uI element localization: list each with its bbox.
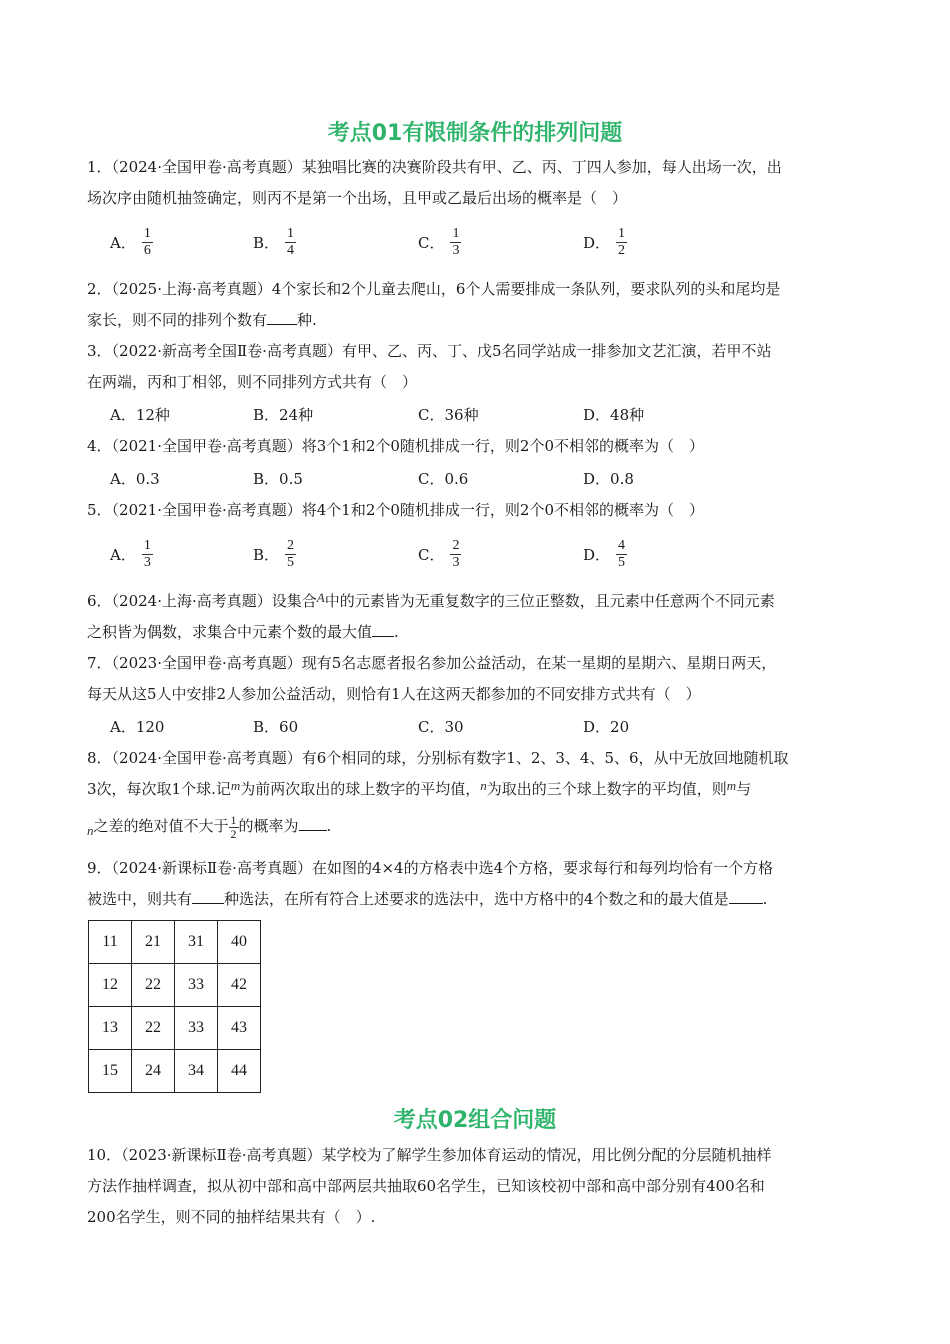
answer-blank[interactable]: [372, 622, 394, 637]
option-a[interactable]: A． $\frac{1}{3}$: [110, 537, 151, 570]
option-a[interactable]: A．120: [110, 717, 165, 736]
question-2-line-2: 家长，则不同的排列个数有 种.: [87, 311, 317, 329]
option-b[interactable]: B． $\frac{1}{4}$: [253, 225, 295, 258]
option-b[interactable]: B．0.5: [253, 469, 303, 488]
question-3-line-1: 3．（2022·新高考全国Ⅱ卷·高考真题）有甲、乙、丙、丁、戊5名同学站成一排参加文艺汇演，若甲不站: [87, 342, 772, 360]
question-6-line-2: 之积皆为偶数，求集合中元素个数的最大值 .: [87, 623, 399, 641]
grid-cell: 40: [218, 921, 261, 964]
grid-cell: 42: [218, 964, 261, 1007]
grid-row: [89, 964, 261, 1007]
question-7-line-2: 每天从这5人中安排2人参加公益活动，则恰有1人在这两天都参加的不同安排方式共有（ ）: [87, 685, 701, 703]
option-c[interactable]: C．30: [418, 717, 464, 736]
grid-cell: 11: [89, 921, 132, 964]
fraction: $\frac{1}{3}$: [452, 225, 460, 258]
question-7-options: [110, 706, 810, 746]
grid-cell: 13: [89, 1007, 132, 1050]
option-c[interactable]: C． $\frac{1}{3}$: [418, 225, 460, 258]
grid-cell: 34: [175, 1050, 218, 1093]
option-a[interactable]: A． $\frac{1}{6}$: [110, 225, 151, 258]
option-b[interactable]: B．60: [253, 717, 299, 736]
question-9-line-1: 9．（2024·新课标Ⅱ卷·高考真题）在如图的4×4的方格表中选4个方格，要求每行和每列均恰有一个方格: [87, 859, 774, 877]
grid-row: [89, 1050, 261, 1093]
fraction: $\frac{1}{6}$: [143, 225, 151, 258]
question-1-line-1: 1．（2024·全国甲卷·高考真题）某独唱比赛的决赛阶段共有甲、乙、丙、丁四人参加，每人出场一次，出: [87, 158, 782, 176]
grid-cell: 15: [89, 1050, 132, 1093]
fraction: $\frac{4}{5}$: [618, 537, 626, 570]
option-b[interactable]: B． $\frac{2}{5}$: [253, 537, 295, 570]
grid-cell: 33: [175, 1007, 218, 1050]
option-a[interactable]: A．12种: [110, 405, 170, 424]
option-a[interactable]: A．0.3: [110, 469, 160, 488]
variable-n: n: [87, 823, 94, 838]
question-6-line-1: 6．（2024·上海·高考真题）设集合A中的元素皆为无重复数字的三位正整数，且元素中任意两个不同元素: [87, 590, 775, 610]
question-8-line-1: 8．（2024·全国甲卷·高考真题）有6个相同的球，分别标有数字1、2、3、4、5、6，从中无放回地随机取: [87, 749, 789, 767]
question-5-line-1: 5．（2021·全国甲卷·高考真题）将4个1和2个0随机排成一行，则2个0不相邻的概率为（ ）: [87, 501, 705, 519]
grid-cell: 33: [175, 964, 218, 1007]
fraction: $\frac{1}{4}$: [287, 225, 295, 258]
grid-cell: 43: [218, 1007, 261, 1050]
question-2-line-1: 2．（2025·上海·高考真题）4个家长和2个儿童去爬山，6个人需要排成一条队列，要求队列的头和尾均是: [87, 280, 781, 298]
question-8-line-3: n之差的绝对值不大于 $\frac{1}{2}$ 的概率为 .: [87, 812, 332, 841]
question-8-line-2: 3次，每次取1个球.记m为前两次取出的球上数字的平均值，n为取出的三个球上数字的平均值，则m与: [87, 778, 752, 798]
fraction: $\frac{2}{5}$: [287, 537, 295, 570]
question-3-options: [110, 394, 810, 434]
grid-row: [89, 921, 261, 964]
option-c[interactable]: C．0.6: [418, 469, 469, 488]
question-10-line-1: 10．（2023·新课标Ⅱ卷·高考真题）某学校为了解学生参加体育运动的情况，用比例分配的分层随机抽样: [87, 1146, 772, 1164]
question-9-line-2: 被选中，则共有 种选法，在所有符合上述要求的选法中，选中方格中的4个数之和的最大值是 .: [87, 890, 768, 908]
option-c[interactable]: C．36种: [418, 405, 479, 424]
variable-m: m: [230, 778, 241, 793]
grid-cell: 24: [132, 1050, 175, 1093]
option-b[interactable]: B．24种: [253, 405, 314, 424]
grid-row: [89, 1007, 261, 1050]
grid-cell: 12: [89, 964, 132, 1007]
answer-blank[interactable]: [192, 889, 224, 904]
grid-cell: 31: [175, 921, 218, 964]
section-title-2: 考点02组合问题: [393, 1108, 557, 1133]
grid-cell: 22: [132, 1007, 175, 1050]
option-d[interactable]: D．0.8: [583, 469, 634, 488]
question-1-options: [110, 222, 810, 262]
question-4-options: [110, 458, 810, 498]
question-5-options: [110, 534, 810, 574]
question-10-line-2: 方法作抽样调查，拟从初中部和高中部两层共抽取60名学生，已知该校初中部和高中部分别有400名和: [87, 1177, 765, 1195]
variable-n: n: [480, 778, 487, 793]
section-title-1: 考点01有限制条件的排列问题: [327, 121, 623, 146]
answer-blank[interactable]: [267, 310, 297, 325]
variable-a: A: [316, 590, 325, 605]
answer-blank[interactable]: [299, 816, 327, 831]
option-d[interactable]: D． $\frac{4}{5}$: [583, 537, 626, 570]
option-d[interactable]: D．20: [583, 717, 630, 736]
fraction: $\frac{1}{3}$: [143, 537, 151, 570]
fraction: $\frac{2}{3}$: [452, 537, 460, 570]
option-c[interactable]: C． $\frac{2}{3}$: [418, 537, 460, 570]
question-4-line-1: 4．（2021·全国甲卷·高考真题）将3个1和2个0随机排成一行，则2个0不相邻的概率为（ ）: [87, 437, 705, 455]
grid-cell: 22: [132, 964, 175, 1007]
variable-m: m: [726, 778, 737, 793]
question-10-line-3: 200名学生，则不同的抽样结果共有（ ）.: [87, 1208, 376, 1226]
question-7-line-1: 7．（2023·全国甲卷·高考真题）现有5名志愿者报名参加公益活动，在某一星期的星期六、星期日两天，: [87, 654, 777, 672]
question-1-line-2: 场次序由随机抽签确定，则丙不是第一个出场，且甲或乙最后出场的概率是（ ）: [87, 189, 628, 207]
answer-blank[interactable]: [729, 889, 763, 904]
question-3-line-2: 在两端，丙和丁相邻，则不同排列方式共有（ ）: [87, 373, 418, 391]
number-grid: [88, 920, 261, 1093]
option-d[interactable]: D．48种: [583, 405, 645, 424]
fraction-one-half: $\frac{1}{2}$: [230, 812, 237, 841]
grid-cell: 44: [218, 1050, 261, 1093]
grid-cell: 21: [132, 921, 175, 964]
option-d[interactable]: D． $\frac{1}{2}$: [583, 225, 626, 258]
fraction: $\frac{1}{2}$: [618, 225, 626, 258]
